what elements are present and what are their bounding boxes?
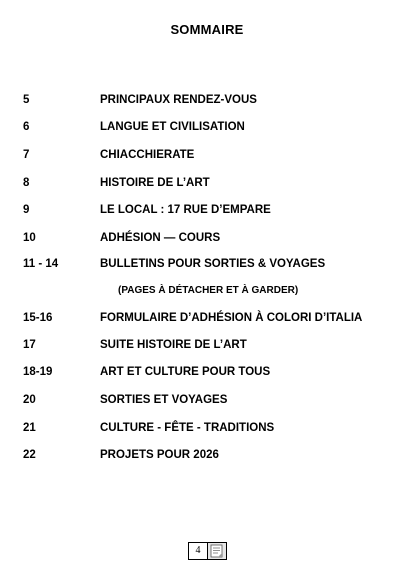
page-number: 4 — [188, 542, 208, 560]
page-title: SOMMAIRE — [170, 22, 244, 37]
toc-page-number: 9 — [23, 204, 30, 216]
toc-entry-label: CHIACCHIERATE — [100, 149, 195, 161]
toc-row — [0, 337, 414, 353]
toc-page-number: 8 — [23, 177, 30, 189]
toc-page-number: 15-16 — [23, 312, 53, 324]
page-corner-icon-graphic — [208, 543, 226, 559]
toc-row — [0, 147, 414, 163]
toc-row — [0, 310, 414, 326]
toc-page-number: 22 — [23, 449, 36, 461]
toc-row — [0, 447, 414, 463]
toc-row — [0, 230, 414, 246]
toc-page-number: 6 — [23, 121, 30, 133]
toc-entry-label: CULTURE - FÊTE - TRADITIONS — [100, 422, 275, 434]
toc-page-number: 7 — [23, 149, 30, 161]
toc-row — [0, 202, 414, 218]
toc-row — [0, 364, 414, 380]
toc-note: (PAGES À DÉTACHER ET À GARDER) — [118, 285, 299, 296]
toc-row — [0, 175, 414, 191]
toc-row — [0, 392, 414, 408]
toc-entry-label: SUITE HISTOIRE DE L’ART — [100, 339, 247, 351]
toc-page-number: 20 — [23, 394, 36, 406]
toc-page-number: 21 — [23, 422, 36, 434]
toc-row — [0, 256, 414, 272]
toc-entry-label: FORMULAIRE D’ADHÉSION À COLORI D’ITALIA — [100, 312, 363, 324]
toc-entry-label: ADHÉSION — COURS — [100, 232, 221, 244]
toc-entry-label: LE LOCAL : 17 RUE D’EMPARE — [100, 204, 271, 216]
toc-row — [0, 420, 414, 436]
toc-entry-label: PROJETS POUR 2026 — [100, 449, 219, 461]
toc-entry-label: ART ET CULTURE POUR TOUS — [100, 366, 271, 378]
toc-page-number: 17 — [23, 339, 36, 351]
toc-page-number: 18-19 — [23, 366, 53, 378]
toc-page-number: 10 — [23, 232, 36, 244]
page-footer — [188, 542, 228, 560]
toc-row — [0, 119, 414, 135]
toc-entry-label: BULLETINS POUR SORTIES & VOYAGES — [100, 258, 326, 270]
page-corner-icon — [208, 542, 227, 560]
toc-entry-label: SORTIES ET VOYAGES — [100, 394, 228, 406]
toc-entry-label: HISTOIRE DE L’ART — [100, 177, 210, 189]
toc-entry-label: LANGUE ET CIVILISATION — [100, 121, 245, 133]
toc-entry-label: PRINCIPAUX RENDEZ-VOUS — [100, 94, 257, 106]
toc-page-number: 11 - 14 — [23, 258, 59, 270]
toc-page-number: 5 — [23, 94, 30, 106]
toc-row — [0, 92, 414, 108]
